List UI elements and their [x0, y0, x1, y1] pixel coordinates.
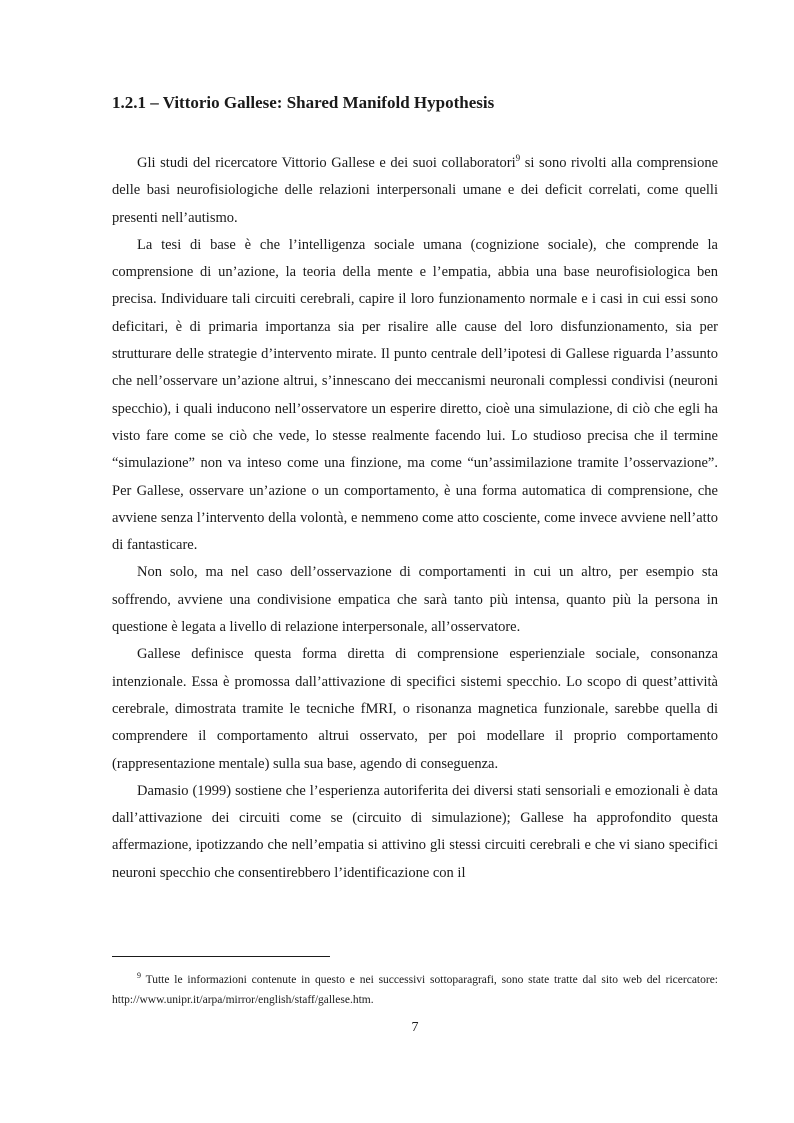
paragraph-2: La tesi di base è che l’intelligenza sociale umana (cognizione sociale), che comprende la comprensione di un’azione, la teoria della mente e l’empatia, abbia una base neurofisiologica ben precisa. Individuare tali circuiti cerebrali, capire il loro funzionamento normale e i casi in cui essi sono deficitari, è di primaria importanza sia per risalire alle cause del loro disfunzionamento, sia per strutturare delle strategie d’intervento mirate. Il punto centrale dell’ipotesi di Gallese riguarda l’assunto che nell’osservare un’azione altrui, s’innescano dei meccanismi neuronali complessi condivisi (neuroni specchio), i quali inducono nell’osservatore un esperire diretto, cioè una simulazione, di ciò che egli ha visto fare come se ciò che vede, lo stesse realmente facendo lui. Lo studioso precisa che il termine “simulazione” non va inteso come una finzione, ma come “un’assimilazione tramite l’osservazione”. Per Gallese, osservare un’azione o un comportamento, è una forma automatica di comprensione, che avviene senza l’intervento della volontà, e nemmeno come atto cosciente, come invece avviene nell’atto di fantasticare.	[112, 236, 718, 554]
section-heading: 1.2.1 – Vittorio Gallese: Shared Manifold Hypothesis	[112, 93, 495, 112]
paragraph-3: Non solo, ma nel caso dell’osservazione di comportamenti in cui un altro, per esempio sta soffrendo, avviene una condivisione empatica che sarà tanto più intensa, quanto più la persona in questione è legata a livello di relazione interpersonale, all’osservatore.	[112, 564, 718, 636]
footnote	[112, 970, 718, 1010]
footnote-text: Tutte le informazioni contenute in questo e nei successivi sottoparagrafi, sono state tratte dal sito web del ricercatore: http://www.unipr.it/arpa/mirror/english/staff/gallese.htm.	[112, 974, 718, 1006]
footnote-reference: 9	[515, 153, 521, 163]
paragraph-1-start: Gli studi del ricercatore Vittorio Gallese e dei suoi collaboratori	[137, 155, 516, 171]
footnote-divider	[112, 956, 330, 957]
footnote-number: 9	[137, 971, 141, 980]
paragraph-1	[112, 150, 718, 232]
paragraph-4: Gallese definisce questa forma diretta di comprensione esperienziale sociale, consonanza intenzionale. Essa è promossa dall’attivazione di specifici sistemi specchio. Lo scopo di quest’attività cerebrale, dimostrata tramite le tecniche fMRI, o risonanza magnetica funzionale, sarebbe quella di comprendere il comportamento altrui osservato, per poi modellare il proprio comportamento (rappresentazione mentale) sulla sua base, agendo di conseguenza.	[112, 646, 718, 772]
document-page	[112, 0, 718, 1123]
paragraph-5: Damasio (1999) sostiene che l’esperienza autoriferita dei diversi stati sensoriali e emozionali è data dall’attivazione dei circuiti come se (circuito di simulazione); Gallese ha approfondito questa affermazione, ipotizzando che nell’empatia si attivino gli stessi circuiti cerebrali e che vi siano specifici neuroni specchio che consentirebbero l’identificazione con il	[112, 782, 718, 881]
page-number: 7	[411, 1020, 419, 1035]
paragraph-1-end: si sono rivolti alla comprensione delle basi neurofisiologiche delle relazioni interpersonali umane e dei deficit correlati, come quelli presenti nell’autismo.	[112, 155, 718, 226]
body-text	[112, 150, 718, 887]
